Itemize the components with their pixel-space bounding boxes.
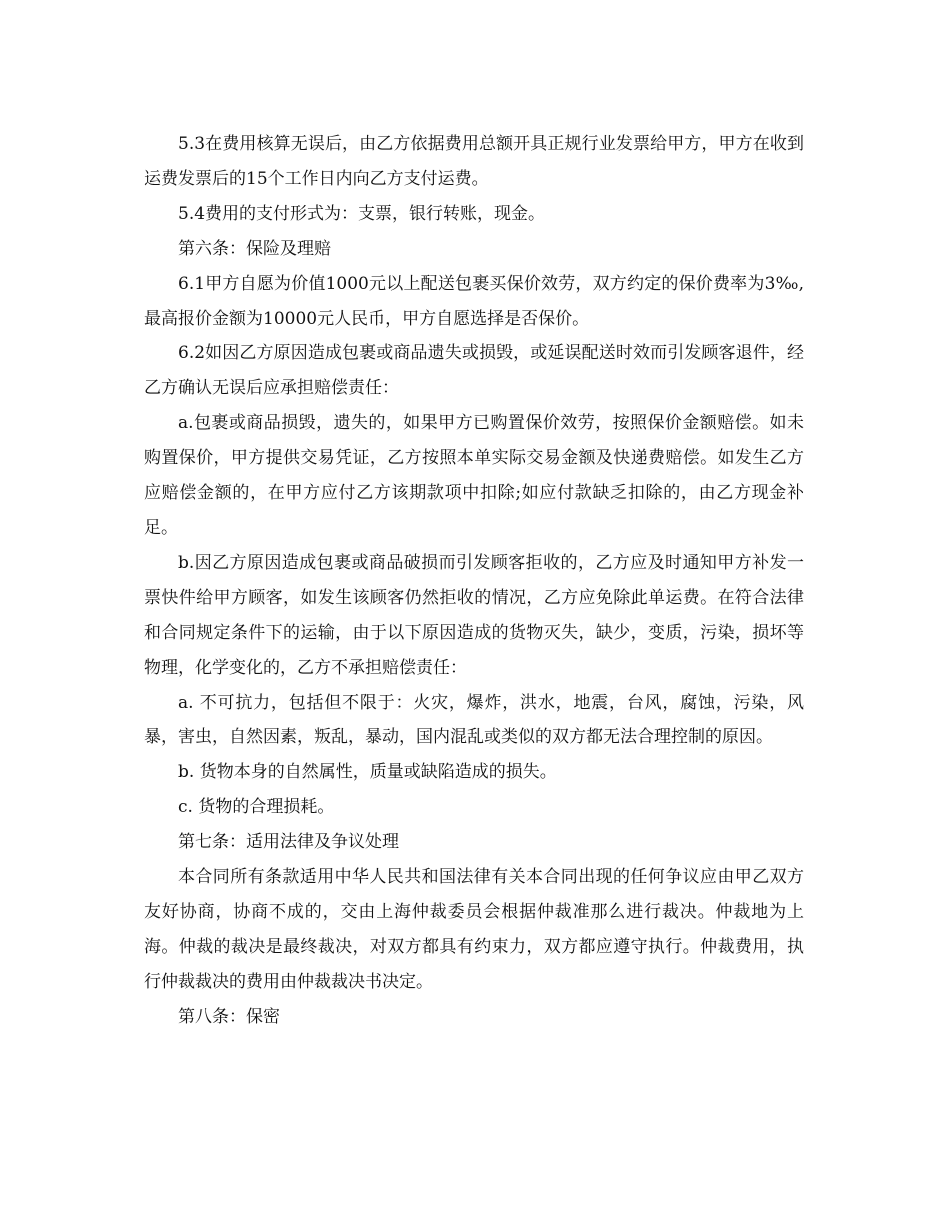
clause-5-4-paragraph: 5.4费用的支付形式为：支票，银行转账，现金。 xyxy=(178,203,546,224)
article-7-heading: 第七条：适用法律及争议处理 xyxy=(178,832,399,853)
article-6-heading: 第六条：保险及理赔 xyxy=(178,238,331,259)
exemption-a-paragraph: a. 不可抗力，包括但不限于：火灾，爆炸，洪水，地震，台风，腐蚀，污染，风暴，害虫，自然因素，叛乱，暴动，国内混乱或类似的双方都无法合理控制的原因。 xyxy=(144,692,804,748)
document-body xyxy=(144,127,804,1035)
clause-5-3-paragraph: 5.3在费用核算无误后，由乙方依据费用总额开具正规行业发票给甲方，甲方在收到运费发票后的15个工作日内向乙方支付运费。 xyxy=(144,134,804,189)
clause-6-2-paragraph: 6.2如因乙方原因造成包裹或商品遗失或损毁，或延误配送时效而引发顾客退件，经乙方确认无误后应承担赔偿责任： xyxy=(144,343,804,399)
exemption-c-paragraph: c. 货物的合理损耗。 xyxy=(178,797,335,818)
article-7-paragraph: 本合同所有条款适用中华人民共和国法律有关本合同出现的任何争议应由甲乙双方友好协商，协商不成的，交由上海仲裁委员会根据仲裁准那么进行裁决。仲裁地为上海。仲裁的裁决是最终裁决，对双方都具有约束力，双方都应遵守执行。仲裁费用，执行仲裁裁决的费用由仲裁裁决书决定。 xyxy=(144,867,804,992)
clause-6-1-paragraph: 6.1甲方自愿为价值1000元以上配送包裹买保价效劳，双方约定的保价费率为3‰,最高报价金额为10000元人民币，甲方自愿选择是否保价。 xyxy=(144,273,804,329)
article-8-heading: 第八条：保密 xyxy=(178,1006,280,1027)
clause-6-2-a-paragraph: a.包裹或商品损毁，遗失的，如果甲方已购置保价效劳，按照保价金额赔偿。如未购置保价，甲方提供交易凭证，乙方按照本单实际交易金额及快递费赔偿。如发生乙方应赔偿金额的，在甲方应付乙方该期款项中扣除;如应付款缺乏扣除的，由乙方现金补足。 xyxy=(144,413,804,538)
clause-6-2-b-paragraph: b.因乙方原因造成包裹或商品破损而引发顾客拒收的，乙方应及时通知甲方补发一票快件给甲方顾客，如发生该顾客仍然拒收的情况，乙方应免除此单运费。在符合法律和合同规定条件下的运输，由于以下原因造成的货物灭失，缺少，变质，污染，损坏等物理，化学变化的，乙方不承担赔偿责任： xyxy=(144,552,804,678)
exemption-b-paragraph: b. 货物本身的自然属性，质量或缺陷造成的损失。 xyxy=(178,762,557,783)
